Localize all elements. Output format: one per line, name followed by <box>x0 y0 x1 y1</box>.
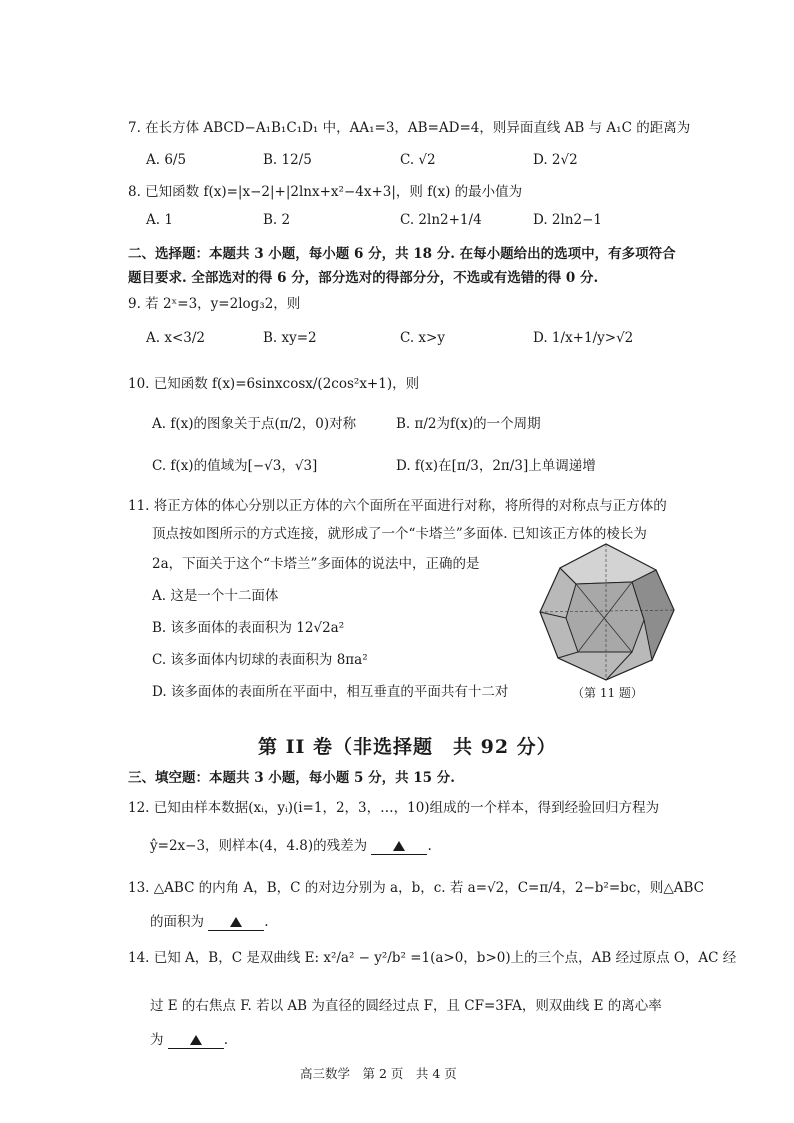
q14-line3-text: 为 <box>150 1032 164 1048</box>
catalan-polyhedron-figure <box>536 540 678 682</box>
triangle-icon <box>230 917 242 927</box>
triangle-icon <box>190 1035 202 1045</box>
q11-line2: 顶点按如图所示的方式连接，就形成了一个“卡塔兰”多面体. 已知该正方体的棱长为 <box>152 526 647 542</box>
q11-line1: 11. 将正方体的体心分别以正方体的六个面所在平面进行对称，将所得的对称点与正方体的 <box>128 498 667 514</box>
part2-title: 第 II 卷（非选择题 共 92 分） <box>258 736 557 758</box>
q14-line3: 为 . <box>150 1032 229 1048</box>
q14-answer-blank[interactable] <box>168 1032 224 1049</box>
q11-option-c: C. 该多面体内切球的表面积为 8πa² <box>152 652 368 668</box>
q11-option-a: A. 这是一个十二面体 <box>152 588 279 604</box>
q13-answer-blank[interactable] <box>208 914 264 931</box>
q13-line2-text: 的面积为 <box>150 914 204 930</box>
q11-option-d: D. 该多面体的表面所在平面中，相互垂直的平面共有十二对 <box>152 684 509 700</box>
q7-stem: 7. 在长方体 ABCD−A₁B₁C₁D₁ 中，AA₁=3，AB=AD=4，则异面直线 AB 与 A₁C 的距离为 <box>128 120 691 136</box>
q8-option-c: C. 2ln2+1/4 <box>400 212 482 228</box>
q9-option-c: C. x>y <box>400 330 445 346</box>
q10-option-a: A. f(x)的图象关于点(π/2，0)对称 <box>152 416 357 432</box>
q8-stem: 8. 已知函数 f(x)=|x−2|+|2lnx+x²−4x+3|，则 f(x) 的最小值为 <box>128 184 523 200</box>
q9-option-b: B. xy=2 <box>263 330 317 346</box>
q9-option-d: D. 1/x+1/y>√2 <box>533 330 634 346</box>
triangle-icon <box>393 841 405 851</box>
q14-line1: 14. 已知 A，B，C 是双曲线 E: x²/a² − y²/b² =1(a>0，b>0)上的三个点，AB 经过原点 O，AC 经 <box>128 950 737 966</box>
q14-line2: 过 E 的右焦点 F. 若以 AB 为直径的圆经过点 F，且 CF=3FA，则双曲线 E 的离心率 <box>150 998 662 1014</box>
page-footer: 高三数学 第 2 页 共 4 页 <box>300 1066 457 1081</box>
q9-option-a: A. x<3/2 <box>146 330 205 346</box>
q8-option-d: D. 2ln2−1 <box>533 212 603 228</box>
q7-option-b: B. 12/5 <box>263 152 312 168</box>
q10-option-b: B. π/2为f(x)的一个周期 <box>396 416 541 432</box>
q11-option-b: B. 该多面体的表面积为 12√2a² <box>152 620 345 636</box>
q12-line1: 12. 已知由样本数据(xᵢ，yᵢ)(i=1，2，3，…，10)组成的一个样本，得到经验回归方程为 <box>128 800 660 816</box>
q8-option-b: B. 2 <box>263 212 291 228</box>
q7-option-d: D. 2√2 <box>533 152 578 168</box>
section2-line1: 二、选择题：本题共 3 小题，每小题 6 分，共 18 分. 在每小题给出的选项中，有多项符合 <box>128 246 676 262</box>
q12-line2-text: ŷ=2x−3，则样本(4，4.8)的残差为 <box>150 838 368 854</box>
q13-line2: 的面积为 . <box>150 914 269 930</box>
q10-option-d: D. f(x)在[π/3，2π/3]上单调递增 <box>396 458 596 474</box>
q7-option-a: A. 6/5 <box>146 152 187 168</box>
section3-heading: 三、填空题：本题共 3 小题，每小题 5 分，共 15 分. <box>128 770 455 786</box>
q12-line2: ŷ=2x−3，则样本(4，4.8)的残差为 . <box>150 838 432 854</box>
q8-option-a: A. 1 <box>146 212 173 228</box>
section2-line2: 题目要求. 全部选对的得 6 分，部分选对的得部分分，不选或有选错的得 0 分. <box>128 270 599 286</box>
q7-option-c: C. √2 <box>400 152 436 168</box>
q10-stem: 10. 已知函数 f(x)=6sinxcosx/(2cos²x+1)，则 <box>128 376 420 392</box>
q13-line1: 13. △ABC 的内角 A，B，C 的对边分别为 a，b，c. 若 a=√2，C=π/4，2−b²=bc，则△ABC <box>128 880 704 896</box>
q12-answer-blank[interactable] <box>371 838 427 855</box>
q10-option-c: C. f(x)的值域为[−√3，√3] <box>152 458 318 474</box>
q11-figure-caption: （第 11 题） <box>572 686 643 700</box>
q9-stem: 9. 若 2ˣ=3，y=2log₃2，则 <box>128 296 301 312</box>
q11-line3: 2a，下面关于这个“卡塔兰”多面体的说法中，正确的是 <box>152 556 480 572</box>
